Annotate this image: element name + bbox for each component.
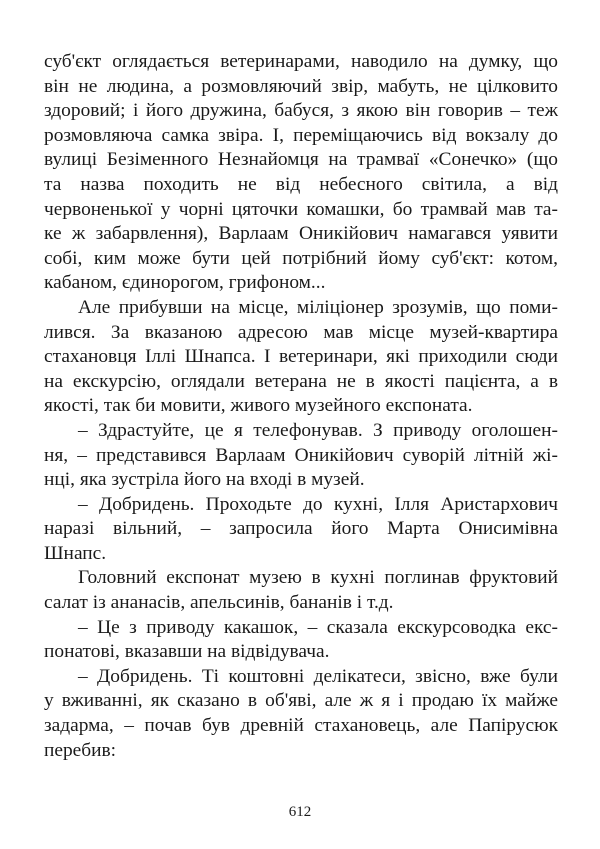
page-number: 612 <box>288 804 312 820</box>
text-line: вулиці Безіменного Незнайомця на трамваї «Сонечко» (що <box>44 149 558 171</box>
text-line: Але прибувши на місце, міліціонер зрозумів, що поми- <box>78 296 558 318</box>
text-line: кабаном, єдинорогом, грифоном... <box>44 272 326 294</box>
text-line: червоненької у чорні цяточки комашки, бо трамвай мав та- <box>44 198 558 220</box>
text-line: він не людина, а розмовляючий звір, мабуть, не цілковито <box>44 75 558 97</box>
body-text <box>44 50 558 763</box>
text-line: стахановця Іллі Шнапса. І ветеринари, які приходили сюди <box>44 346 558 368</box>
text-line: наразі вільний, – запросила його Марта Онисимівна <box>44 518 558 540</box>
text-line: задарма, – почав був древній стахановець, але Папірусюк <box>44 715 558 737</box>
text-line: – Здрастуйте, це я телефонував. З приводу оголошен- <box>78 419 558 441</box>
text-line: та назва походить не від небесного світила, а від <box>44 173 558 195</box>
text-line: Шнапс. <box>44 542 107 564</box>
text-line: нці, яка зустріла його на вході в музей. <box>44 469 365 491</box>
text-line: ке ж забарвлення), Варлаам Оникійович намагався уявити <box>44 223 558 245</box>
text-line: Головний експонат музею в кухні поглинав фруктовий <box>78 567 558 589</box>
text-line: салат із ананасів, апельсинів, бананів і т.д. <box>44 592 394 614</box>
text-line: у вживанні, як сказано в об'яві, але ж я і продаю їх майже <box>44 690 558 712</box>
text-line: здоровий; і його дружина, бабуся, з якою він говорив – теж <box>44 100 558 122</box>
text-line: ня, – представився Варлаам Оникійович суворій літній жі- <box>44 444 558 466</box>
text-line: – Добридень. Ті коштовні делікатеси, звісно, вже були <box>78 665 558 687</box>
text-line: суб'єкт оглядається ветеринарами, наводило на думку, що <box>44 51 558 72</box>
text-line: лився. За вказаною адресою мав місце музей-квартира <box>44 321 558 343</box>
text-line: розмовляюча самка звіра. І, переміщаючись від вокзалу до <box>44 124 558 146</box>
text-line: – Це з приводу какашок, – сказала екскурсоводка екс- <box>78 616 558 638</box>
text-line: – Добридень. Проходьте до кухні, Ілля Аристархович <box>78 493 558 515</box>
text-line: собі, ким може бути цей потрібний йому суб'єкт: котом, <box>44 247 558 269</box>
text-line: якості, так би мовити, живого музейного експоната. <box>44 395 473 417</box>
text-line: понатові, вказавши на відвідувача. <box>44 641 330 663</box>
text-line: на екскурсію, оглядали ветерана не в якості пацієнта, а в <box>44 370 558 392</box>
text-line: перебив: <box>44 739 117 761</box>
